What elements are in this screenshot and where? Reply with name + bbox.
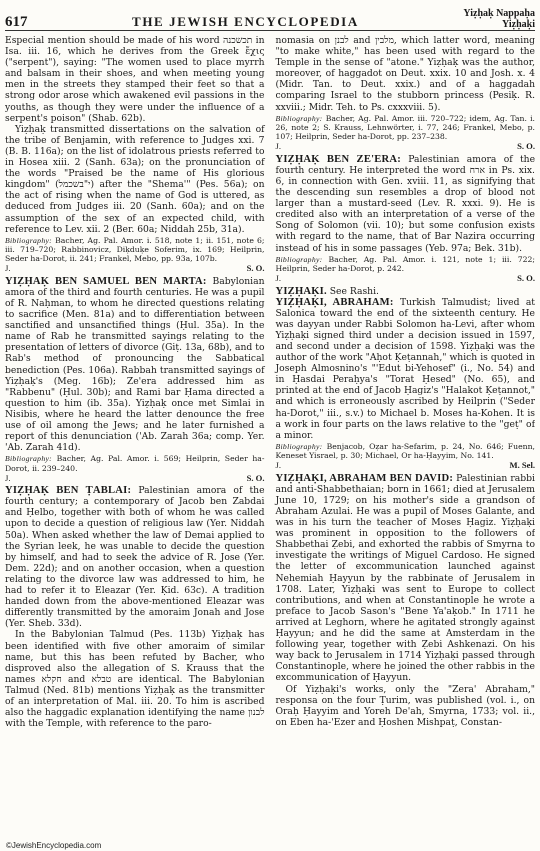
bibliography — [5, 454, 265, 472]
entry — [5, 276, 265, 454]
running-head — [463, 8, 535, 30]
page-header — [5, 2, 535, 31]
entry-heading: YIẒḤAḲ BEN ZE'ERA: — [275, 153, 401, 165]
entry-heading: YIẒḤAḲI, ABRAHAM BEN DAVID: — [275, 472, 454, 484]
entry — [276, 473, 536, 684]
bibliography-label: Bibliography: — [5, 235, 53, 245]
entry-heading: YIẒḤAḲ BEN SAMUEL BEN MARTA: — [5, 275, 207, 287]
signature-line — [276, 460, 536, 471]
bibliography-text: Benjacob, Oẓar ha-Sefarim, p. 24, No. 646; Fuenn, Keneset Yisrael, p. 30; Michael, Or ha-Ḥayyim, No. 141. — [275, 441, 535, 461]
paragraph: Especial mention should be made of his word תכשכנה in Isa. iii. 16, which he derives from the Greek ἔχις ("serpent"), saying: "The women used to place myrrh and balsam in their shoes, and when meeting young men in the streets they stamped their feet so that a strong odor arose which awakened evil passions in the youths, as though they were under the influence of a serpent's poison" (Shab. 62b). — [5, 35, 265, 124]
entry — [276, 297, 536, 441]
journal-title: THE JEWISH ENCYCLOPEDIA — [132, 14, 359, 29]
entry-text: Palestinian amora of the fourth century. He interpreted the word ארח in Ps. xix. 6, in connection with Gen. xviii. 11, as signifying that the descending sun resembles a drop of blood not larger than a mustard-seed (Lev. R. xxxi. 9). He is credited also with an interpretation of a verse of the Song of Solomon (vii. 10); but some confusion exists with regard to the name, that of Bar Nazira occurring instead of his in some passages (Yeb. 97a; Bek. 31b). — [275, 153, 535, 254]
bibliography — [276, 442, 536, 460]
paragraph: In the Babylonian Talmud (Pes. 113b) Yiẓḥaḳ has been identified with five other amoraim of similar name, but this has been refuted by Bacher, who disproved also the allegation of S. Krauss that the names חקלא and טבלא are identical. The Babylonian Talmud (Ned. 81b) mentions Yiẓḥaḳ as the transmitter of an interpretation of Mal. iii. 20. To him is ascribed also the haggadic explanation identifying the name לבנון with the Temple, with reference to the paro- — [5, 629, 265, 730]
running-head-first: Yiẓḥaḳ Nappaḥa — [463, 8, 535, 19]
entry-text: Turkish Talmudist; lived at Salonica toward the end of the sixteenth century. He was dayyan under Rabbi Solomon ha-Levi, after whom Yiẓḥaḳi signed third under a decision issued in 1597, and second under a decision of 1598. Yiẓḥaḳi was the author of the work "Aḥot Ḳeṭannah," which is quoted in Joseph Almosnino's "'Edut bi-Yehosef" (i., No. 54) and in Ḥasdai Peraḥya's "Torat Ḥesed" (No. 65), and printed at the end of Jacob Ḥagiz's "Halakot Ḳeṭannot," and which is erroneously ascribed by Heilprin ("Seder ha-Dorot," iii., s.v.) to Michael b. Moses ha-Kohen. It is a work in four parts on the laws relative to the "geṭ" of a minor. — [275, 296, 535, 441]
bibliography-text: Bacher, Ag. Pal. Amor. i. 121, note 1; iii. 722; Heilprin, Seder ha-Dorot, p. 242. — [275, 254, 535, 273]
page-number: 617 — [5, 14, 28, 30]
signature-author: S. O. — [246, 472, 265, 483]
bibliography-text: Bacher, Ag. Pal. Amor. i. 569; Heilprin, Seder ha-Dorot, ii. 239–240. — [5, 454, 265, 473]
bibliography-text: Bacher, Ag. Pal. Amor. iii. 720–722; idem, Ag. Tan. i. 26, note 2; S. Krauss, Lehnwörter, i. 77, 246; Frankel, Mebo, p. 107; Heilprin, Seder ha-Dorot, pp. 237–238. — [275, 113, 535, 142]
signature-author: M. Sel. — [509, 460, 535, 471]
bibliography-label: Bibliography: — [275, 254, 323, 264]
entry — [5, 485, 265, 629]
signature-initial: J. — [5, 472, 11, 483]
signature-initial: J. — [5, 263, 11, 274]
bibliography — [276, 114, 536, 142]
entry-text: Babylonian amora of the third and fourth centuries. He was a pupil of R. Naḥman, to whom he directed questions relating to sacrifice (Men. 81a) and to differentiation between sanctified and unsanctified things (Ḥul. 35a). In the name of Rab he transmitted sayings relating to the presentation of letters of divorce (Giṭ. 13a, 68b), and to Rab's method of pronouncing the Sabbatical benediction (Pes. 106a). Rabbah transmitted sayings of Yiẓḥaḳ's (Meg. 16b); Ze'era addressed him as "Rabbenu" (Ḥul. 30b); and Rami bar Ḥama directed a question to him (ib. 35a). Yiẓḥaḳ once met Simlai in Nisibis, where he heard the latter denounce the free use of oil among the Jews; and he later furnished a report of this denunciation ('Ab. Zarah 36a; comp. Yer. 'Ab. Zarah 41d). — [5, 275, 265, 454]
bibliography — [5, 236, 265, 264]
bibliography-label: Bibliography: — [5, 454, 53, 464]
signature-line — [276, 141, 536, 152]
signature-author: S. O. — [517, 273, 535, 284]
right-column — [276, 35, 536, 841]
signature-initial: J. — [275, 460, 281, 471]
entry — [276, 154, 536, 254]
signature-initial: J. — [275, 141, 281, 152]
signature-line — [276, 273, 536, 284]
entry — [276, 286, 536, 297]
paragraph: nomasia on לבנן and מלבין, which latter word, meaning "to make white," has been used with regard to the Temple in the sense of "atone." Yiẓḥaḳ was the author, moreover, of haggadot on Deut. xxix. 10 and Josh. x. 4 (Midr. Tan. to Deut. xxix.) and of a haggadah comparing Israel to the stubborn princess (Pesiḳ. R. xxviii.; Midr. Teh. to Ps. cxxxviii. 5). — [275, 35, 535, 113]
paragraph: Yiẓḥaḳ transmitted dissertations on the salvation of the tribe of Benjamin, with reference to Judges xxi. 7 (B. B. 116a); on the list of idolatrous priests referred to in Hosea xiii. 2 (Sanh. 63a); on the pronunciation of the words "Praised be the name of His glorious kingdom" (י"בשכמל) after the "Shema'" (Pes. 56a); on the act of rising when the name of God is uttered, as deduced from Judges iii. 20 (Sanh. 60a); and on the assumption of the sex of an expected child, with reference to Lev. xii. 2 (Ber. 60a; Niddah 25b, 31a). — [5, 123, 265, 235]
bibliography-text: Bacher, Ag. Pal. Amor. i. 518, note 1; ii. 151, note 6; iii. 719–720; Rabbinovicz, Diḳduḳe Soferim, ix. 169; Heilprin, Seder ha-Dorot, ii. 241; Frankel, Mebo, pp. 93a, 107b. — [5, 235, 265, 264]
entry-text: Palestinian amora of the fourth century; a contemporary of Jacob ben Zabdai and Ḥelbo, together with both of whom he was called upon to decide a question of religious law (Yer. Niddah 50a). When asked whether the law of Demai applied to the Syrian leek, he was unable to decide the question by himself, and had to seek the advice of R. Jose (Yer. Dem. 22d); and on another occasion, when a question relating to the divorce law was addressed to him, he had to refer it to Eleazar (Yer. Ḳid. 63c). A tradition handed down from the above-mentioned Eleazar was differently transmitted by the amoraim Jonah and Jose (Yer. Sheb. 33d). — [5, 485, 265, 630]
signature-line — [5, 473, 265, 484]
entry-heading: YIẒḤAḲI. — [275, 285, 327, 297]
entry-text: Palestinian rabbi and anti-Shabbethaian; born in 1661; died at Jerusalem June 10, 1729; on his mother's side a grandson of Abraham Azulai. He was a pupil of Moses Galante, and was in his turn the teacher of Moses Ḥagiz. Yiẓḥaḳi was prominent in opposition to the followers of Shabbethai Ẓebi, and exhorted the rabbis of Smyrna to investigate the writings of Miguel Cardoso. He signed the letter of excommunication launched against Nehemiah Ḥayyun by the rabbinate of Jerusalem in 1708. Later, Yiẓḥaḳi was sent to Europe to collect contributions, and when at Constantinople he wrote a preface to Jacob Sason's "Bene Ya'aḳob." In 1711 he arrived at Leghorn, where he agitated strongly against Ḥayyun; and he did the same at Amsterdam in the following year, together with Ẓebi Ashkenazi. On his way back to Jerusalem in 1714 Yiẓḥaḳi passed through Constantinople, where he joined the other rabbis in the excommunication of Ḥayyun. — [275, 472, 535, 684]
entry-heading: YIẒḤAḲI, ABRAHAM: — [275, 296, 394, 308]
see-reference: See Rashi. — [329, 285, 379, 297]
text-columns — [5, 35, 535, 841]
signature-author: S. O. — [246, 263, 265, 274]
copyright-footer: ©JewishEncyclopedia.com — [6, 841, 102, 850]
paragraph: Of Yiẓḥaḳi's works, only the "Zera' Abraham," responsa on the four Ṭurim, was published (vol. i., on Oraḥ Ḥayyim and Yoreh De'ah, Smyrna, 1733; vol. ii., on Eben ha-'Ezer and Ḥoshen Mishpaṭ, Constan- — [275, 683, 535, 728]
bibliography-label: Bibliography: — [275, 113, 323, 123]
signature-initial: J. — [275, 273, 281, 284]
running-head-last: Yiẓḥaḳi — [502, 19, 535, 30]
signature-line — [5, 263, 265, 274]
signature-author: S. O. — [517, 141, 535, 152]
entry-heading: YIẒḤAḲ BEN ṬABLAI: — [5, 485, 132, 497]
bibliography — [276, 255, 536, 273]
bibliography-label: Bibliography: — [275, 441, 323, 451]
left-column — [5, 35, 265, 841]
